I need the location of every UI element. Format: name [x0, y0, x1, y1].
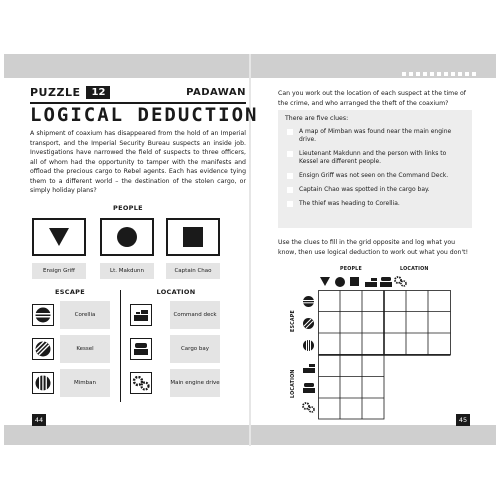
triangle-icon — [48, 227, 70, 247]
page-title: LOGICAL DEDUCTION — [30, 104, 259, 126]
square-icon — [183, 227, 203, 247]
col-circle-icon — [333, 275, 346, 288]
circle-icon — [116, 226, 138, 248]
instructions-text: Use the clues to fill in the grid opposite and log what you know, then use logical deduction to work out what you don't! — [278, 239, 469, 256]
cargo-crate-icon — [133, 342, 149, 356]
col-gears-icon — [394, 275, 407, 288]
row-planet-diagonal-icon — [302, 317, 315, 330]
person-box-chao — [166, 218, 220, 256]
location-box-command — [130, 304, 152, 326]
planet-diagonal-icon — [35, 341, 51, 357]
planet-stripes-icon — [35, 375, 51, 391]
col-cargo-crate-icon — [379, 275, 392, 288]
intro-text: A shipment of coaxium has disappeared from the hold of an Imperial transport, and the Imperial Security Bureau suspects an inside job. Investigations have narrowed the field of suspects to three officers, all of whom had the opportunity to tamper with the manifests and offload the precious cargo to Rebel agents. Each has evidence tying them to a different world – the destination of the stolen cargo, or simply holiday plans? — [30, 130, 246, 194]
clue-item — [285, 186, 465, 194]
escape-heading: ESCAPE — [55, 288, 85, 296]
clue-item — [285, 128, 465, 144]
location-name-engine: Main engine drive — [170, 369, 220, 397]
escape-box-mimban — [32, 372, 54, 394]
decorative-dots — [402, 72, 476, 76]
clue-text: The thief was heading to Corellia. — [299, 200, 400, 207]
checkbox[interactable] — [287, 151, 293, 157]
clue-item — [285, 200, 465, 208]
escape-box-kessel — [32, 338, 54, 360]
grid-label-escape: ESCAPE — [291, 310, 296, 332]
person-box-griff — [32, 218, 86, 256]
left-page-number: 44 — [32, 414, 46, 426]
location-box-engine — [130, 372, 152, 394]
grid-label-location: LOCATION — [400, 267, 429, 272]
puzzle-number: 12 — [86, 86, 110, 99]
clue-text: Captain Chao was spotted in the cargo bay. — [299, 186, 430, 193]
clue-text: A map of Mimban was found near the main engine drive. — [299, 128, 452, 143]
clue-box — [278, 110, 472, 228]
command-console-icon — [133, 308, 149, 322]
row-gears-icon — [302, 401, 315, 414]
clue-text: Lieutenant Makdunn and the person with links to Kessel are different people. — [299, 150, 447, 165]
gears-icon — [132, 375, 150, 391]
section-divider — [120, 290, 121, 402]
clue-item — [285, 150, 465, 166]
location-name-command: Command deck — [170, 301, 220, 329]
escape-box-corellia — [32, 304, 54, 326]
location-heading: LOCATION — [156, 288, 196, 296]
location-box-cargo — [130, 338, 152, 360]
right-page-number: 45 — [456, 414, 470, 426]
checkbox[interactable] — [287, 173, 293, 179]
logic-grid[interactable] — [318, 290, 452, 420]
clue-text: Ensign Griff was not seen on the Command Deck. — [299, 172, 449, 179]
col-triangle-icon — [318, 275, 331, 288]
right-bottom-bar — [250, 425, 496, 445]
person-name-griff: Ensign Griff — [32, 263, 86, 279]
person-box-makdunn — [100, 218, 154, 256]
difficulty-label: PADAWAN — [186, 86, 246, 98]
question-text: Can you work out the location of each suspect at the time of the crime, and who arranged the theft of the coaxium? — [278, 90, 466, 107]
puzzle-label: PUZZLE — [30, 85, 81, 99]
planet-bands-icon — [35, 307, 51, 323]
person-name-makdunn: Lt. Makdunn — [100, 263, 154, 279]
row-planet-stripes-icon — [302, 339, 315, 352]
row-cargo-crate-icon — [302, 381, 315, 394]
puzzle-header — [30, 82, 246, 102]
col-command-console-icon — [364, 275, 377, 288]
left-top-bar — [4, 54, 250, 78]
col-square-icon — [348, 275, 361, 288]
checkbox[interactable] — [287, 129, 293, 135]
escape-name-mimban: Mimban — [60, 369, 110, 397]
grid-label-location-rows: LOCATION — [291, 369, 296, 398]
clue-item — [285, 172, 465, 180]
location-name-cargo: Cargo bay — [170, 335, 220, 363]
person-name-chao: Captain Chao — [166, 263, 220, 279]
checkbox[interactable] — [287, 201, 293, 207]
row-planet-bands-icon — [302, 295, 315, 308]
grid-label-people: PEOPLE — [340, 267, 362, 272]
left-bottom-bar — [4, 425, 250, 445]
clue-heading: There are five clues: — [285, 115, 349, 122]
escape-name-kessel: Kessel — [60, 335, 110, 363]
row-command-console-icon — [302, 361, 315, 374]
checkbox[interactable] — [287, 187, 293, 193]
people-heading: PEOPLE — [113, 204, 143, 212]
escape-name-corellia: Corellia — [60, 301, 110, 329]
